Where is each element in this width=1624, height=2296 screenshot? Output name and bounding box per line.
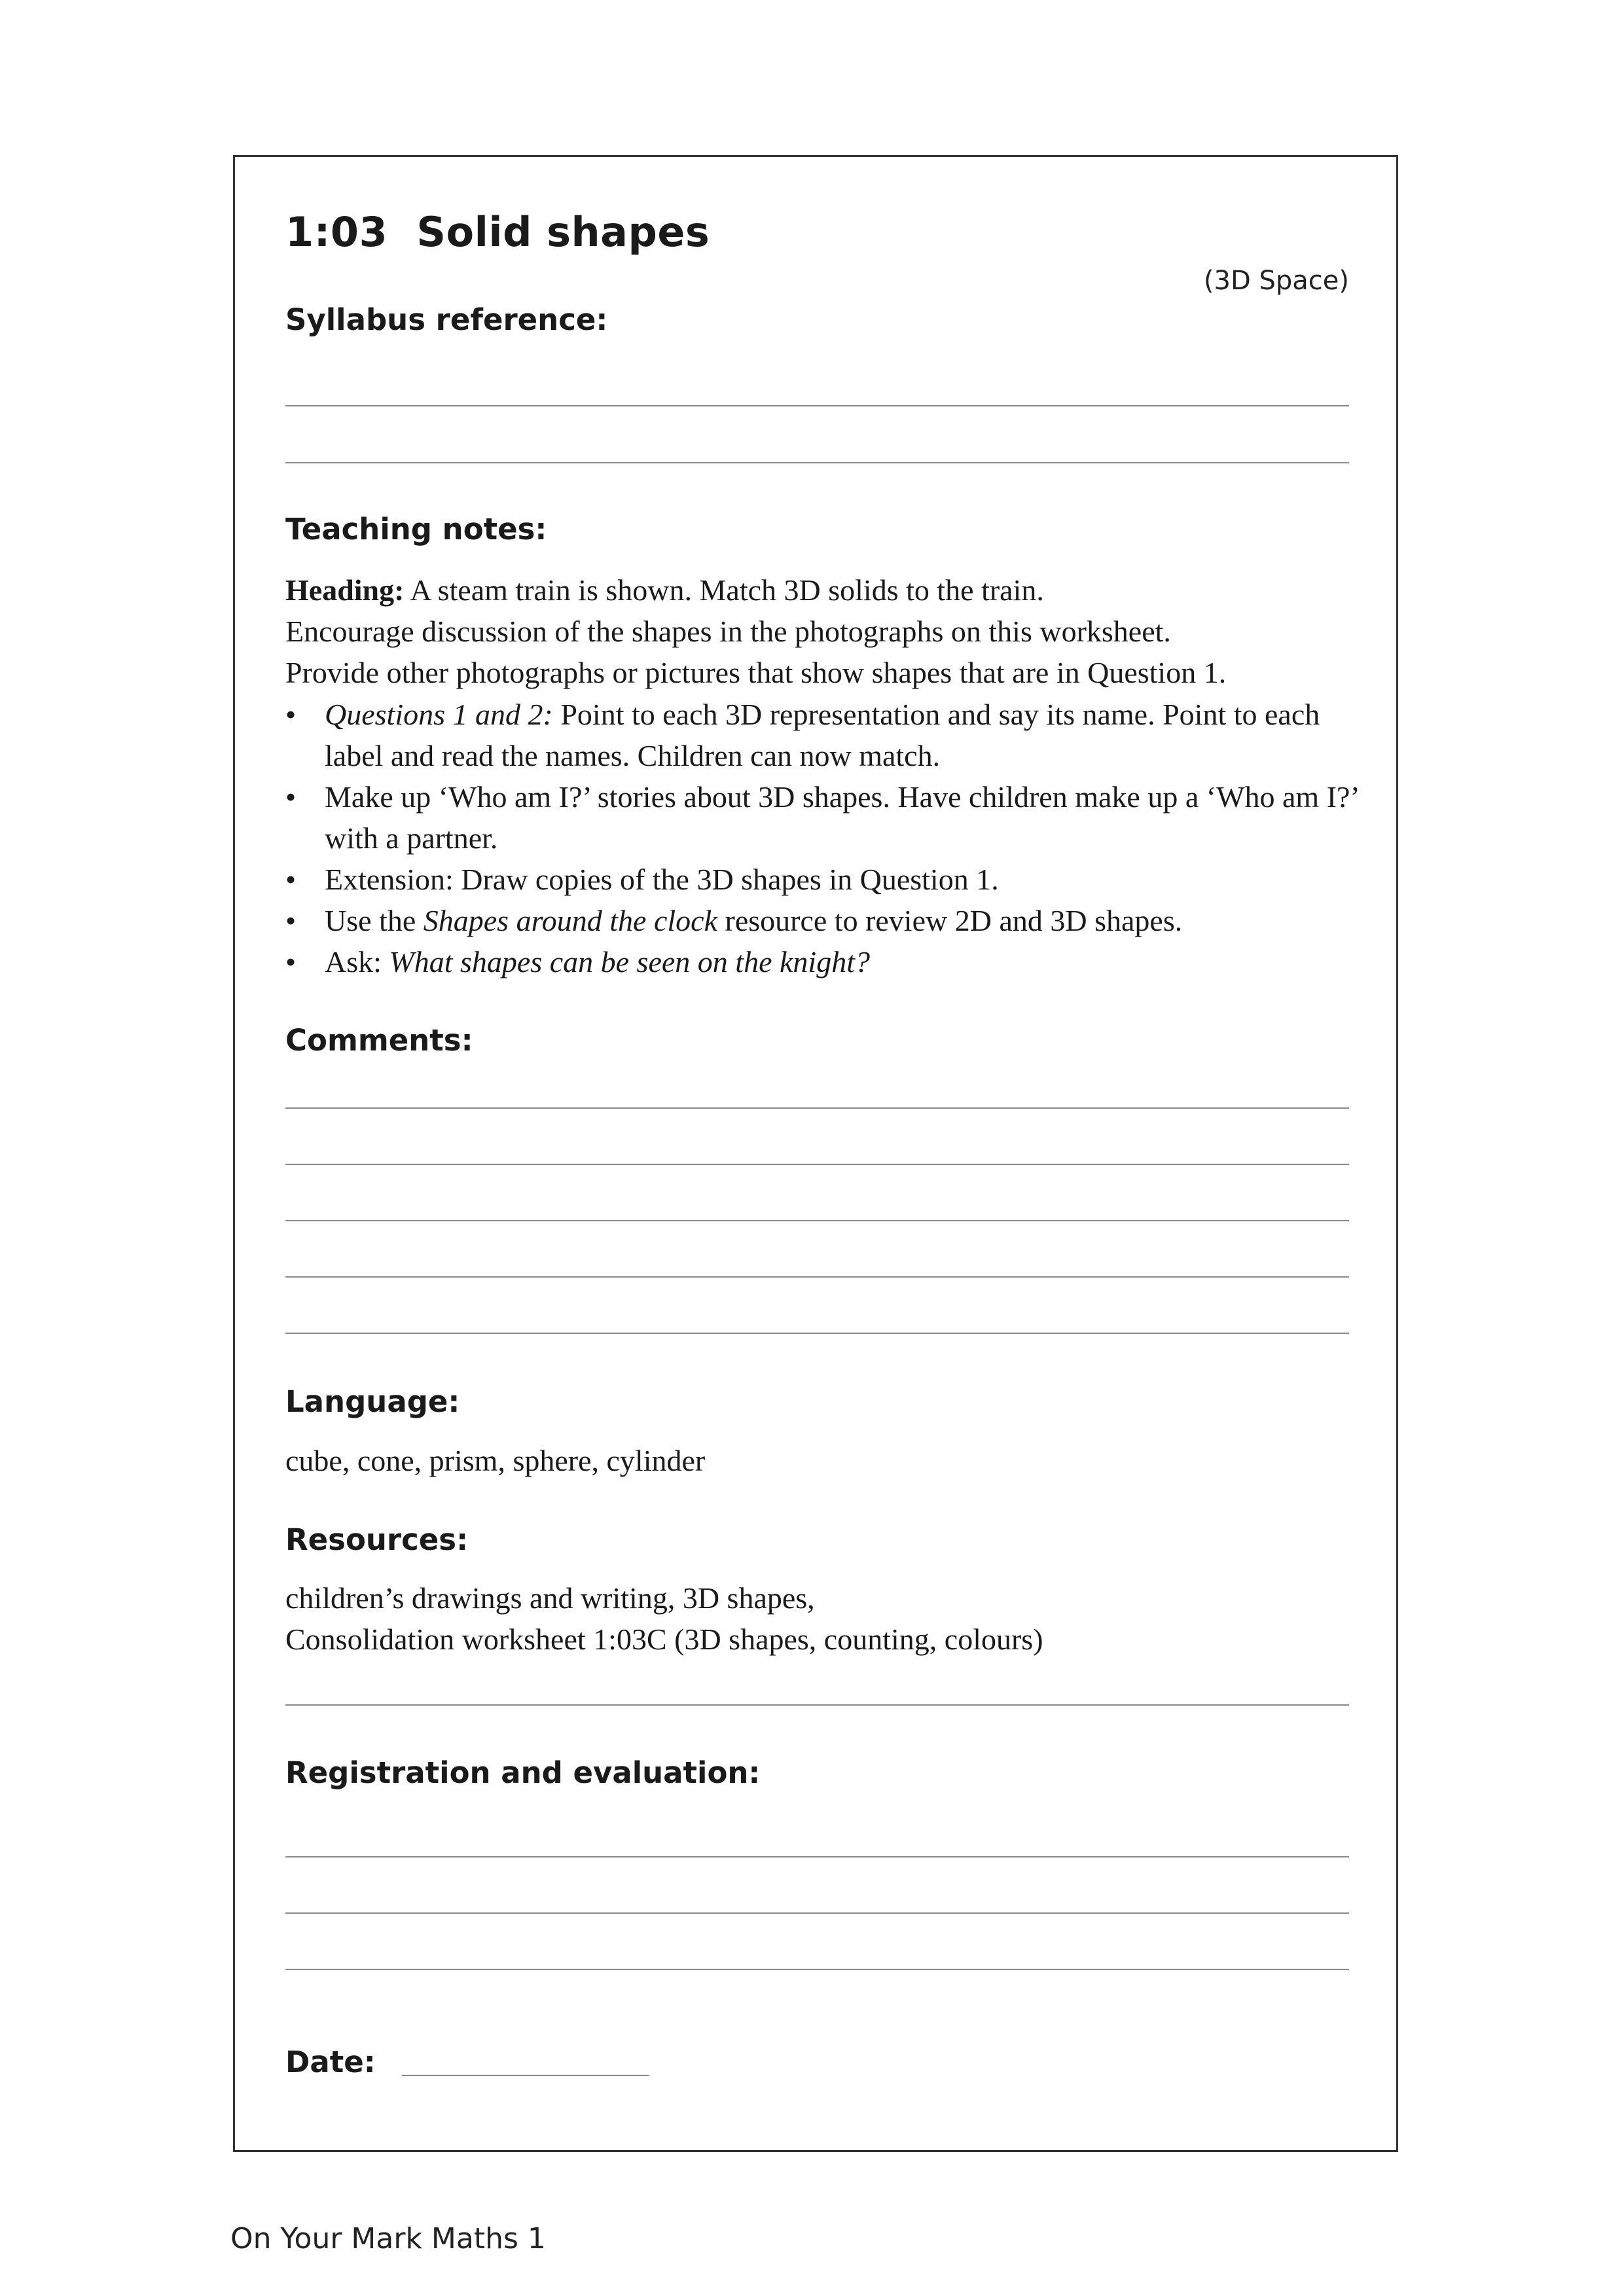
bullet-icon: • — [285, 904, 297, 937]
date-field[interactable] — [402, 2075, 649, 2076]
list-item: • Extension: Draw copies of the 3D shapes in Question 1. — [285, 859, 1359, 900]
comments-heading: Comments: — [285, 1023, 473, 1058]
syllabus-heading: Syllabus reference: — [285, 302, 608, 337]
comments-line-5[interactable] — [285, 1333, 1349, 1334]
teaching-notes-heading: Teaching notes: — [285, 512, 547, 547]
comments-line-2[interactable] — [285, 1164, 1349, 1165]
heading-text: A steam train is shown. Match 3D solids to the train. — [404, 573, 1044, 607]
comments-line-1[interactable] — [285, 1107, 1349, 1109]
date-label: Date: — [285, 2045, 376, 2079]
syllabus-line-1[interactable] — [285, 405, 1349, 406]
comments-line-4[interactable] — [285, 1276, 1349, 1278]
registration-heading: Registration and evaluation: — [285, 1755, 761, 1790]
bullet-icon: • — [285, 698, 297, 731]
heading-label: Heading: — [285, 573, 405, 607]
language-text: cube, cone, prism, sphere, cylinder — [285, 1444, 706, 1477]
resources-text — [285, 1577, 1359, 1660]
bullet-icon: • — [285, 945, 297, 978]
page-frame — [233, 155, 1398, 2152]
teaching-line-3: Provide other photographs or pictures that show shapes that are in Question 1. — [285, 656, 1227, 689]
list-item: • Questions 1 and 2: Point to each 3D representation and say its name. Point to each label and read the names. Children can now match. — [285, 694, 1359, 776]
list-item: • Use the Shapes around the clock resource to review 2D and 3D shapes. — [285, 900, 1359, 941]
bullet-icon: • — [285, 780, 297, 814]
list-item: • Make up ‘Who am I?’ stories about 3D shapes. Have children make up a ‘Who am I?’ with a partner. — [285, 776, 1359, 859]
teaching-notes-list — [285, 694, 1359, 982]
registration-line-3[interactable] — [285, 1969, 1349, 1970]
resources-line-2: Consolidation worksheet 1:03C (3D shapes, counting, colours) — [285, 1623, 1043, 1656]
language-heading: Language: — [285, 1384, 460, 1419]
list-item: • Ask: What shapes can be seen on the knight? — [285, 941, 1359, 982]
resources-line[interactable] — [285, 1704, 1349, 1706]
page-title: 1:03 Solid shapes — [285, 208, 710, 256]
syllabus-line-2[interactable] — [285, 462, 1349, 463]
bullet-icon: • — [285, 863, 297, 896]
resources-line-1: children’s drawings and writing, 3D shapes, — [285, 1581, 815, 1615]
topic-label: (3D Space) — [1203, 266, 1349, 296]
teaching-notes-intro — [285, 569, 1359, 693]
teaching-line-2: Encourage discussion of the shapes in the photographs on this worksheet. — [285, 615, 1171, 648]
registration-line-2[interactable] — [285, 1912, 1349, 1914]
footer-text: On Your Mark Maths 1 — [230, 2222, 546, 2255]
comments-line-3[interactable] — [285, 1220, 1349, 1221]
registration-line-1[interactable] — [285, 1856, 1349, 1857]
resources-heading: Resources: — [285, 1522, 469, 1557]
